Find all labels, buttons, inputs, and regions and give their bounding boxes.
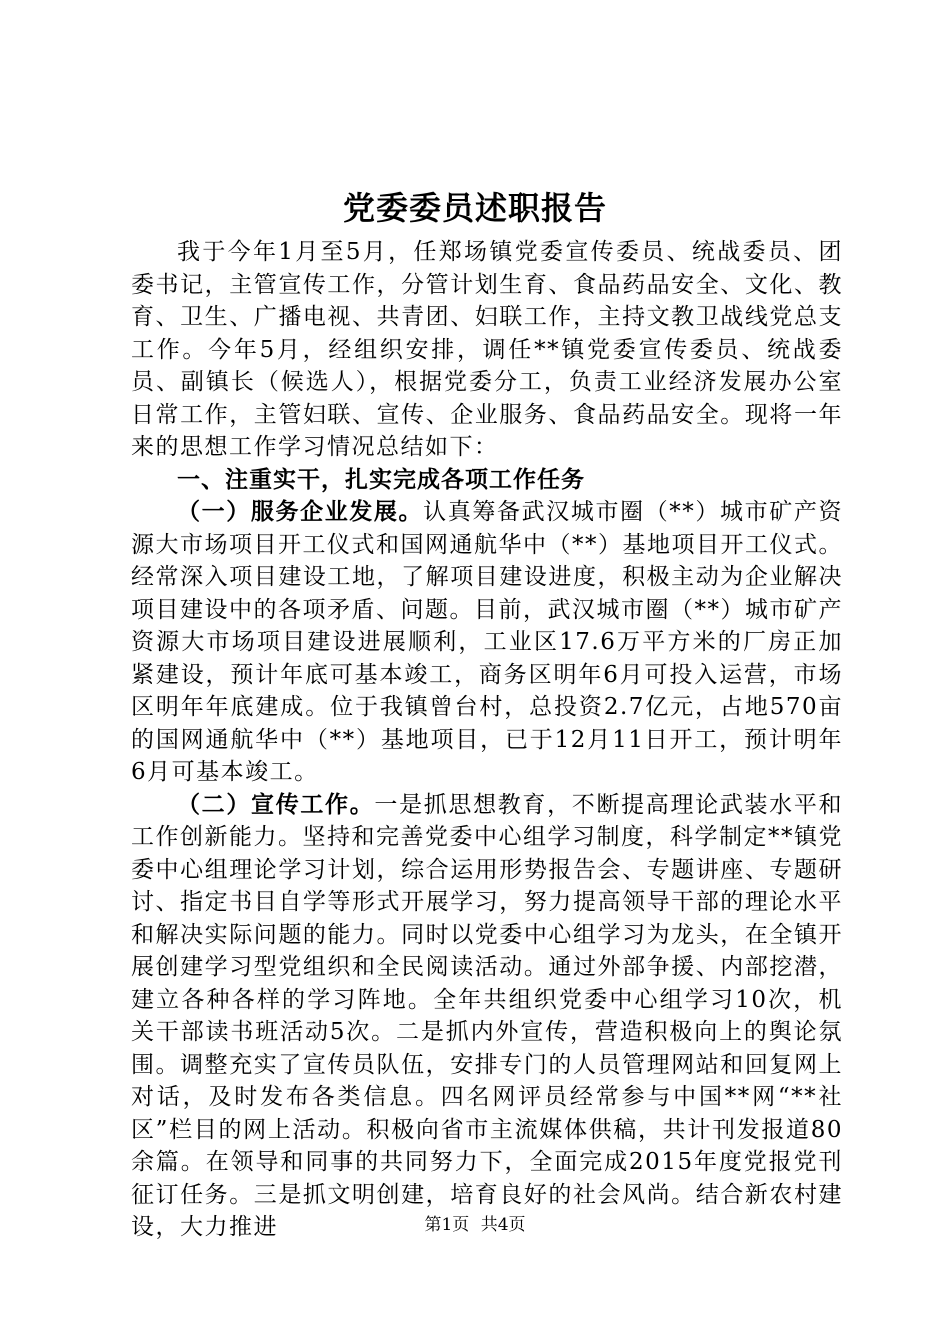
intro-paragraph: 我于今年1月至5月，任郑场镇党委宣传委员、统战委员、团委书记，主管宣传工作，分管计划生育、食品药品安全、文化、教育、卫生、广播电视、共青团、妇联工作，主持文教卫战线党总支工作。今年5月，经组织安排，调任**镇党委宣传委员、统战委员、副镇长（候选人），根据党委分工，负责工业经济发展办公室日常工作，主管妇联、宣传、企业服务、食品药品安全。现将一年来的思想工作学习情况总结如下：: [131, 239, 843, 460]
subsection-paragraph-2: [131, 789, 843, 1244]
subsection-paragraph-1: [131, 496, 843, 789]
page-total: 共4页: [480, 1215, 526, 1235]
document-body: [131, 236, 843, 1244]
page-number: 第1页: [424, 1215, 470, 1235]
page-footer: [0, 1213, 950, 1237]
subsection-lead-2: （二）宣传工作。: [177, 790, 375, 818]
subsection-lead-1: （一）服务企业发展。: [177, 498, 424, 525]
subsection-text-2: 一是抓思想教育，不断提高理论武装水平和工作创新能力。坚持和完善党委中心组学习制度，科学制定**镇党委中心组理论学习计划，综合运用形势报告会、专题讲座、专题研讨、指定书目自学等形式开展学习，努力提高领导干部的理论水平和解决实际问题的能力。同时以党委中心组学习为龙头，在全镇开展创建学习型党组织和全民阅读活动。通过外部争援、内部挖潜，建立各种各样的学习阵地。全年共组织党委中心组学习10次，机关干部读书班活动5次。二是抓内外宣传，营造积极向上的舆论氛围。调整充实了宣传员队伍，安排专门的人员管理网站和回复网上对话，及时发布各类信息。四名网评员经常参与中国**网“**社区”栏目的网上活动。积极向省市主流媒体供稿，共计刊发报道80余篇。在领导和同事的共同努力下，全面完成2015年度党报党刊征订任务。三是抓文明创建，培育良好的社会风尚。结合新农村建设，大力推进: [131, 791, 844, 1240]
section-heading-1: 一、注重实干，扎实完成各项工作任务: [177, 465, 585, 493]
subsection-text-1: 认真筹备武汉城市圈（**）城市矿产资源大市场项目开工仪式和国网通航华中（**）基地项目开工仪式。经常深入项目建设工地，了解项目建设进度，积极主动为企业解决项目建设中的各项矛盾、问题。目前，武汉城市圈（**）城市矿产资源大市场项目建设进展顺利，工业区17.6万平方米的厂房正加紧建设，预计年底可基本竣工，商务区明年6月可投入运营，市场区明年年底建成。位于我镇曾台村，总投资2.7亿元，占地570亩的国网通航华中（**）基地项目，已于12月11日开工，预计明年6月可基本竣工。: [131, 499, 844, 785]
document-title: 党委委员述职报告: [342, 189, 607, 227]
